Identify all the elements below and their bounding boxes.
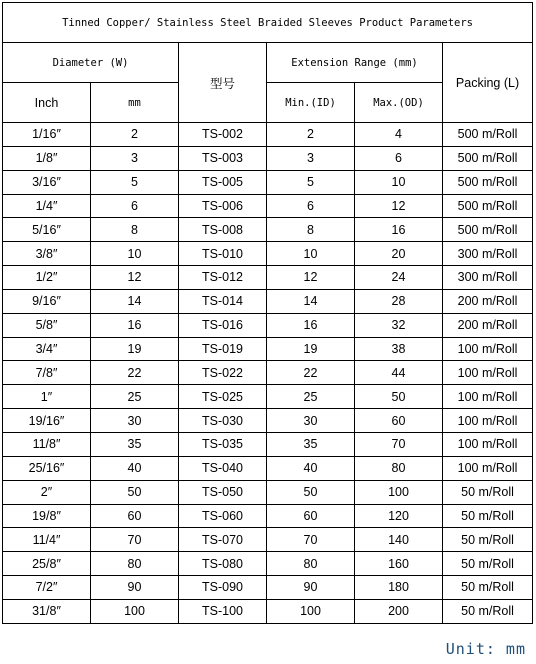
cell-min: 100 bbox=[267, 599, 355, 623]
parameters-table-wrapper bbox=[2, 2, 532, 624]
cell-min: 40 bbox=[267, 456, 355, 480]
cell-model: TS-080 bbox=[179, 552, 267, 576]
table-title: Tinned Copper/ Stainless Steel Braided Sleeves Product Parameters bbox=[3, 3, 533, 43]
cell-inch: 3/16″ bbox=[3, 170, 91, 194]
cell-packing: 300 m/Roll bbox=[443, 242, 533, 266]
cell-max: 44 bbox=[355, 361, 443, 385]
cell-inch: 3/4″ bbox=[3, 337, 91, 361]
cell-packing: 200 m/Roll bbox=[443, 289, 533, 313]
cell-packing: 500 m/Roll bbox=[443, 194, 533, 218]
table-row bbox=[3, 146, 533, 170]
cell-min: 16 bbox=[267, 313, 355, 337]
cell-max: 12 bbox=[355, 194, 443, 218]
cell-max: 180 bbox=[355, 576, 443, 600]
cell-model: TS-025 bbox=[179, 385, 267, 409]
cell-inch: 2″ bbox=[3, 480, 91, 504]
cell-model: TS-022 bbox=[179, 361, 267, 385]
header-max: Max.(OD) bbox=[355, 83, 443, 123]
cell-inch: 5/8″ bbox=[3, 313, 91, 337]
cell-mm: 2 bbox=[91, 123, 179, 147]
cell-min: 5 bbox=[267, 170, 355, 194]
table-row bbox=[3, 194, 533, 218]
cell-model: TS-040 bbox=[179, 456, 267, 480]
table-row bbox=[3, 266, 533, 290]
cell-model: TS-008 bbox=[179, 218, 267, 242]
cell-max: 60 bbox=[355, 409, 443, 433]
cell-packing: 50 m/Roll bbox=[443, 599, 533, 623]
table-row bbox=[3, 576, 533, 600]
cell-inch: 19/16″ bbox=[3, 409, 91, 433]
cell-packing: 500 m/Roll bbox=[443, 123, 533, 147]
header-model: 型号 bbox=[179, 43, 267, 123]
cell-min: 70 bbox=[267, 528, 355, 552]
cell-max: 10 bbox=[355, 170, 443, 194]
cell-mm: 80 bbox=[91, 552, 179, 576]
cell-inch: 31/8″ bbox=[3, 599, 91, 623]
cell-inch: 3/8″ bbox=[3, 242, 91, 266]
cell-inch: 7/8″ bbox=[3, 361, 91, 385]
cell-max: 160 bbox=[355, 552, 443, 576]
cell-mm: 14 bbox=[91, 289, 179, 313]
cell-min: 30 bbox=[267, 409, 355, 433]
cell-model: TS-016 bbox=[179, 313, 267, 337]
cell-max: 4 bbox=[355, 123, 443, 147]
cell-min: 2 bbox=[267, 123, 355, 147]
cell-inch: 9/16″ bbox=[3, 289, 91, 313]
cell-mm: 35 bbox=[91, 432, 179, 456]
cell-inch: 11/4″ bbox=[3, 528, 91, 552]
cell-min: 6 bbox=[267, 194, 355, 218]
cell-min: 50 bbox=[267, 480, 355, 504]
cell-inch: 11/8″ bbox=[3, 432, 91, 456]
header-diameter: Diameter (W) bbox=[3, 43, 179, 83]
cell-mm: 70 bbox=[91, 528, 179, 552]
cell-model: TS-019 bbox=[179, 337, 267, 361]
cell-packing: 50 m/Roll bbox=[443, 480, 533, 504]
table-row bbox=[3, 432, 533, 456]
cell-packing: 500 m/Roll bbox=[443, 218, 533, 242]
table-row bbox=[3, 385, 533, 409]
table-row bbox=[3, 504, 533, 528]
cell-packing: 100 m/Roll bbox=[443, 409, 533, 433]
cell-model: TS-005 bbox=[179, 170, 267, 194]
cell-min: 80 bbox=[267, 552, 355, 576]
cell-inch: 1/2″ bbox=[3, 266, 91, 290]
cell-min: 19 bbox=[267, 337, 355, 361]
table-row bbox=[3, 528, 533, 552]
cell-model: TS-012 bbox=[179, 266, 267, 290]
cell-max: 6 bbox=[355, 146, 443, 170]
cell-packing: 300 m/Roll bbox=[443, 266, 533, 290]
cell-min: 90 bbox=[267, 576, 355, 600]
cell-model: TS-035 bbox=[179, 432, 267, 456]
table-row bbox=[3, 599, 533, 623]
cell-model: TS-050 bbox=[179, 480, 267, 504]
cell-max: 120 bbox=[355, 504, 443, 528]
cell-min: 10 bbox=[267, 242, 355, 266]
table-row bbox=[3, 337, 533, 361]
table-row bbox=[3, 289, 533, 313]
cell-packing: 100 m/Roll bbox=[443, 385, 533, 409]
table-row bbox=[3, 409, 533, 433]
cell-max: 50 bbox=[355, 385, 443, 409]
cell-model: TS-014 bbox=[179, 289, 267, 313]
table-body bbox=[3, 123, 533, 624]
cell-packing: 50 m/Roll bbox=[443, 504, 533, 528]
cell-mm: 60 bbox=[91, 504, 179, 528]
cell-packing: 100 m/Roll bbox=[443, 456, 533, 480]
cell-max: 38 bbox=[355, 337, 443, 361]
cell-min: 22 bbox=[267, 361, 355, 385]
cell-model: TS-003 bbox=[179, 146, 267, 170]
cell-max: 20 bbox=[355, 242, 443, 266]
cell-inch: 25/16″ bbox=[3, 456, 91, 480]
cell-max: 24 bbox=[355, 266, 443, 290]
header-extension-range: Extension Range (mm) bbox=[267, 43, 443, 83]
cell-mm: 100 bbox=[91, 599, 179, 623]
cell-max: 28 bbox=[355, 289, 443, 313]
cell-min: 14 bbox=[267, 289, 355, 313]
unit-label: Unit: mm bbox=[445, 640, 526, 658]
cell-model: TS-090 bbox=[179, 576, 267, 600]
cell-inch: 19/8″ bbox=[3, 504, 91, 528]
cell-packing: 50 m/Roll bbox=[443, 576, 533, 600]
header-packing: Packing (L) bbox=[443, 43, 533, 123]
cell-min: 12 bbox=[267, 266, 355, 290]
cell-max: 16 bbox=[355, 218, 443, 242]
cell-mm: 5 bbox=[91, 170, 179, 194]
cell-mm: 16 bbox=[91, 313, 179, 337]
cell-min: 25 bbox=[267, 385, 355, 409]
cell-min: 3 bbox=[267, 146, 355, 170]
cell-max: 200 bbox=[355, 599, 443, 623]
cell-packing: 500 m/Roll bbox=[443, 146, 533, 170]
cell-inch: 7/2″ bbox=[3, 576, 91, 600]
cell-inch: 1/4″ bbox=[3, 194, 91, 218]
cell-min: 8 bbox=[267, 218, 355, 242]
table-row bbox=[3, 170, 533, 194]
cell-min: 35 bbox=[267, 432, 355, 456]
table-row bbox=[3, 456, 533, 480]
cell-inch: 1/8″ bbox=[3, 146, 91, 170]
header-inch: Inch bbox=[3, 83, 91, 123]
cell-mm: 3 bbox=[91, 146, 179, 170]
cell-model: TS-060 bbox=[179, 504, 267, 528]
cell-max: 80 bbox=[355, 456, 443, 480]
header-mm: mm bbox=[91, 83, 179, 123]
cell-packing: 50 m/Roll bbox=[443, 528, 533, 552]
table-row bbox=[3, 361, 533, 385]
cell-max: 100 bbox=[355, 480, 443, 504]
header-min: Min.(ID) bbox=[267, 83, 355, 123]
table-row bbox=[3, 123, 533, 147]
cell-mm: 19 bbox=[91, 337, 179, 361]
cell-max: 70 bbox=[355, 432, 443, 456]
cell-inch: 1/16″ bbox=[3, 123, 91, 147]
cell-mm: 10 bbox=[91, 242, 179, 266]
cell-mm: 8 bbox=[91, 218, 179, 242]
cell-inch: 25/8″ bbox=[3, 552, 91, 576]
cell-mm: 25 bbox=[91, 385, 179, 409]
cell-inch: 5/16″ bbox=[3, 218, 91, 242]
product-parameters-table bbox=[2, 2, 533, 624]
cell-mm: 40 bbox=[91, 456, 179, 480]
cell-mm: 22 bbox=[91, 361, 179, 385]
cell-packing: 100 m/Roll bbox=[443, 337, 533, 361]
cell-mm: 50 bbox=[91, 480, 179, 504]
cell-packing: 500 m/Roll bbox=[443, 170, 533, 194]
cell-max: 140 bbox=[355, 528, 443, 552]
cell-model: TS-010 bbox=[179, 242, 267, 266]
cell-model: TS-070 bbox=[179, 528, 267, 552]
table-row bbox=[3, 552, 533, 576]
table-row bbox=[3, 480, 533, 504]
cell-inch: 1″ bbox=[3, 385, 91, 409]
cell-model: TS-006 bbox=[179, 194, 267, 218]
cell-packing: 200 m/Roll bbox=[443, 313, 533, 337]
cell-model: TS-030 bbox=[179, 409, 267, 433]
cell-packing: 100 m/Roll bbox=[443, 361, 533, 385]
cell-mm: 6 bbox=[91, 194, 179, 218]
cell-mm: 12 bbox=[91, 266, 179, 290]
cell-packing: 50 m/Roll bbox=[443, 552, 533, 576]
cell-min: 60 bbox=[267, 504, 355, 528]
table-row bbox=[3, 313, 533, 337]
cell-mm: 30 bbox=[91, 409, 179, 433]
table-row bbox=[3, 218, 533, 242]
cell-model: TS-100 bbox=[179, 599, 267, 623]
table-row bbox=[3, 242, 533, 266]
cell-packing: 100 m/Roll bbox=[443, 432, 533, 456]
cell-max: 32 bbox=[355, 313, 443, 337]
cell-model: TS-002 bbox=[179, 123, 267, 147]
cell-mm: 90 bbox=[91, 576, 179, 600]
